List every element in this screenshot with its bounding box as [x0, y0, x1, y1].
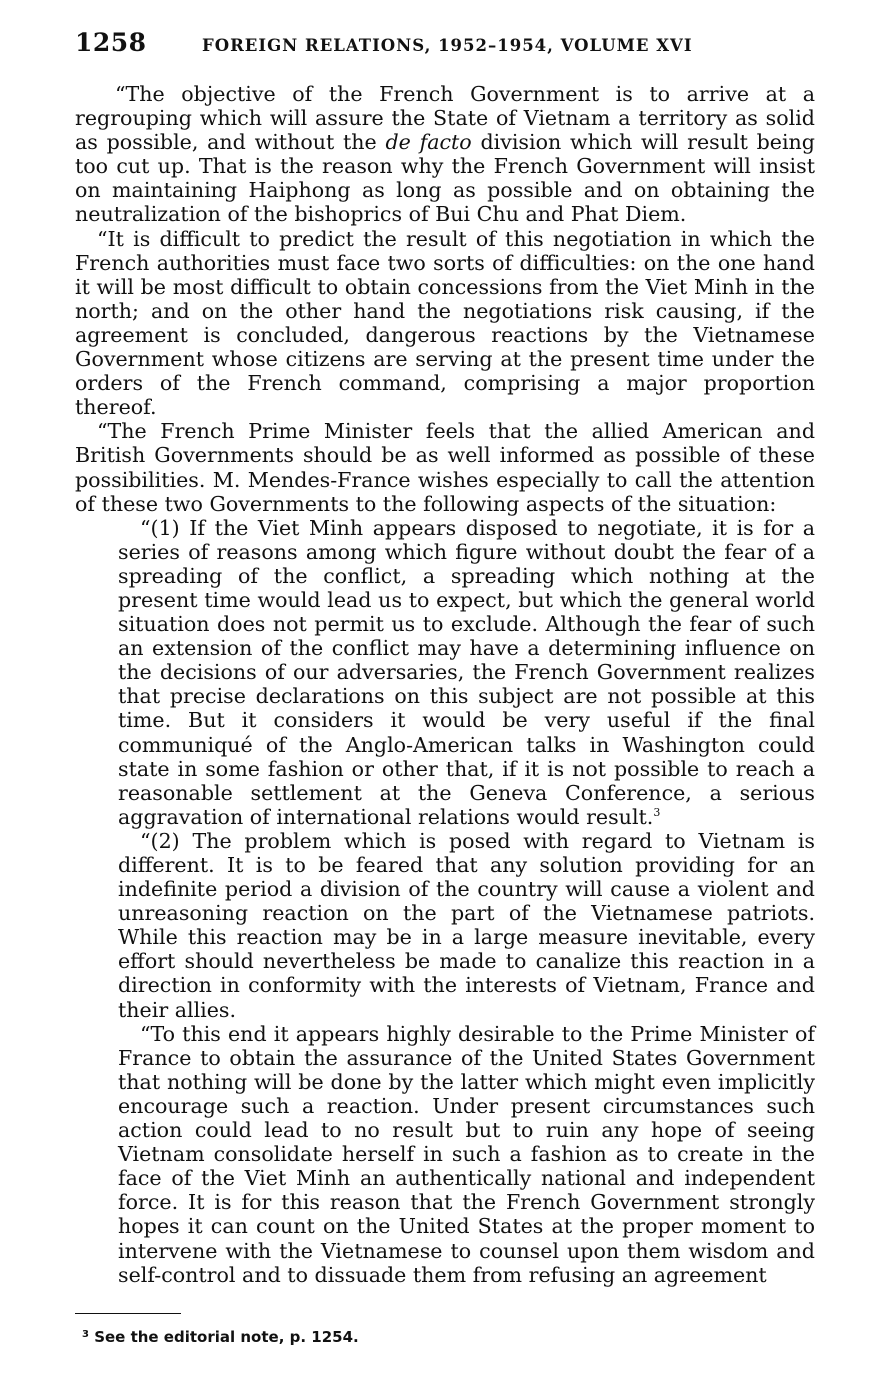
page-header	[75, 28, 815, 62]
paragraph-prime-minister: “The French Prime Minister feels that the allied American and British Governments should be as well informed as possible of these possibilities. M. Mendes-France wishes especially to call the attention of these two Governments to the following aspects of the situation:	[75, 419, 815, 516]
italic-phrase: de facto	[385, 130, 472, 155]
footnote-text: See the editorial note, p. 1254.	[88, 1328, 359, 1346]
paragraph-text: “The objective of the French Government is to arrive at a regrouping which will assure the State of Vietnam a territory as solid as possible, and without the	[75, 82, 815, 155]
body-text	[75, 82, 815, 1287]
footnote-divider	[75, 1313, 181, 1314]
paragraph-objective	[75, 82, 815, 227]
quote-to-this-end: “To this end it appears highly desirable to the Prime Minister of France to obtain the assurance of the United States Government that nothing will be done by the latter which might even implicitly encourage such a reaction. Under present circumstances such action could lead to no result but to ruin any hope of seeing Vietnam consolidate herself in such a fashion as to create in the face of the Viet Minh an authentically national and independent force. It is for this reason that the French Government strongly hopes it can count on the United States at the proper moment to intervene with the Vietnamese to counsel upon them wisdom and self-control and to dissuade them from refusing an agreement	[118, 1021, 815, 1287]
quote-point-1	[118, 516, 815, 829]
page-number: 1258	[75, 28, 147, 57]
paragraph-text: division which will result being too cut up. That is the reason why the French Government will insist on maintaining Haiphong as long as possible and on obtaining the neutralization of the bishoprics of Bui Chu and Phat Diem.	[75, 130, 815, 227]
paragraph-difficulty: “It is difficult to predict the result of this negotiation in which the French authorities must face two sorts of difficulties: on the one hand it will be most difficult to obtain concessions from the Viet Minh in the north; and on the other hand the negotiations risk causing, if the agreement is concluded, dangerous reactions by the Vietnamese Government whose citizens are serving at the present time under the orders of the French command, comprising a major proportion thereof.	[75, 226, 815, 420]
running-head: FOREIGN RELATIONS, 1952–1954, VOLUME XVI	[202, 36, 693, 55]
footnote-reference: 3	[653, 805, 661, 819]
quote-text: “(1) If the Viet Minh appears disposed to negotiate, it is for a series of reasons among which figure without doubt the fear of a spreading of the conflict, a spreading which nothing at the present time would lead us to expect, but which the general world situation does not permit us to exclude. Although the fear of such an extension of the conflict may have a determining influence on the decisions of our adversaries, the French Government realizes that precise declarations on this subject are not possible at this time. But it considers it would be very useful if the final communiqué of the Anglo-American talks in Washington could state in some fashion or other that, if it is not possible to reach a reasonable settlement at the Geneva Conference, a serious aggravation of international relations would result.	[118, 515, 815, 829]
footnote	[82, 1328, 359, 1346]
quote-point-2: “(2) The problem which is posed with regard to Vietnam is different. It is to be feared that any solution providing for an indefinite period a division of the country will cause a violent and unreasoning reaction on the part of the Vietnamese patriots. While this reaction may be in a large measure inevitable, every effort should nevertheless be made to canalize this reaction in a direction in conformity with the interests of Vietnam, France and their allies.	[118, 828, 815, 1022]
footnote-marker: 3	[82, 1329, 89, 1340]
